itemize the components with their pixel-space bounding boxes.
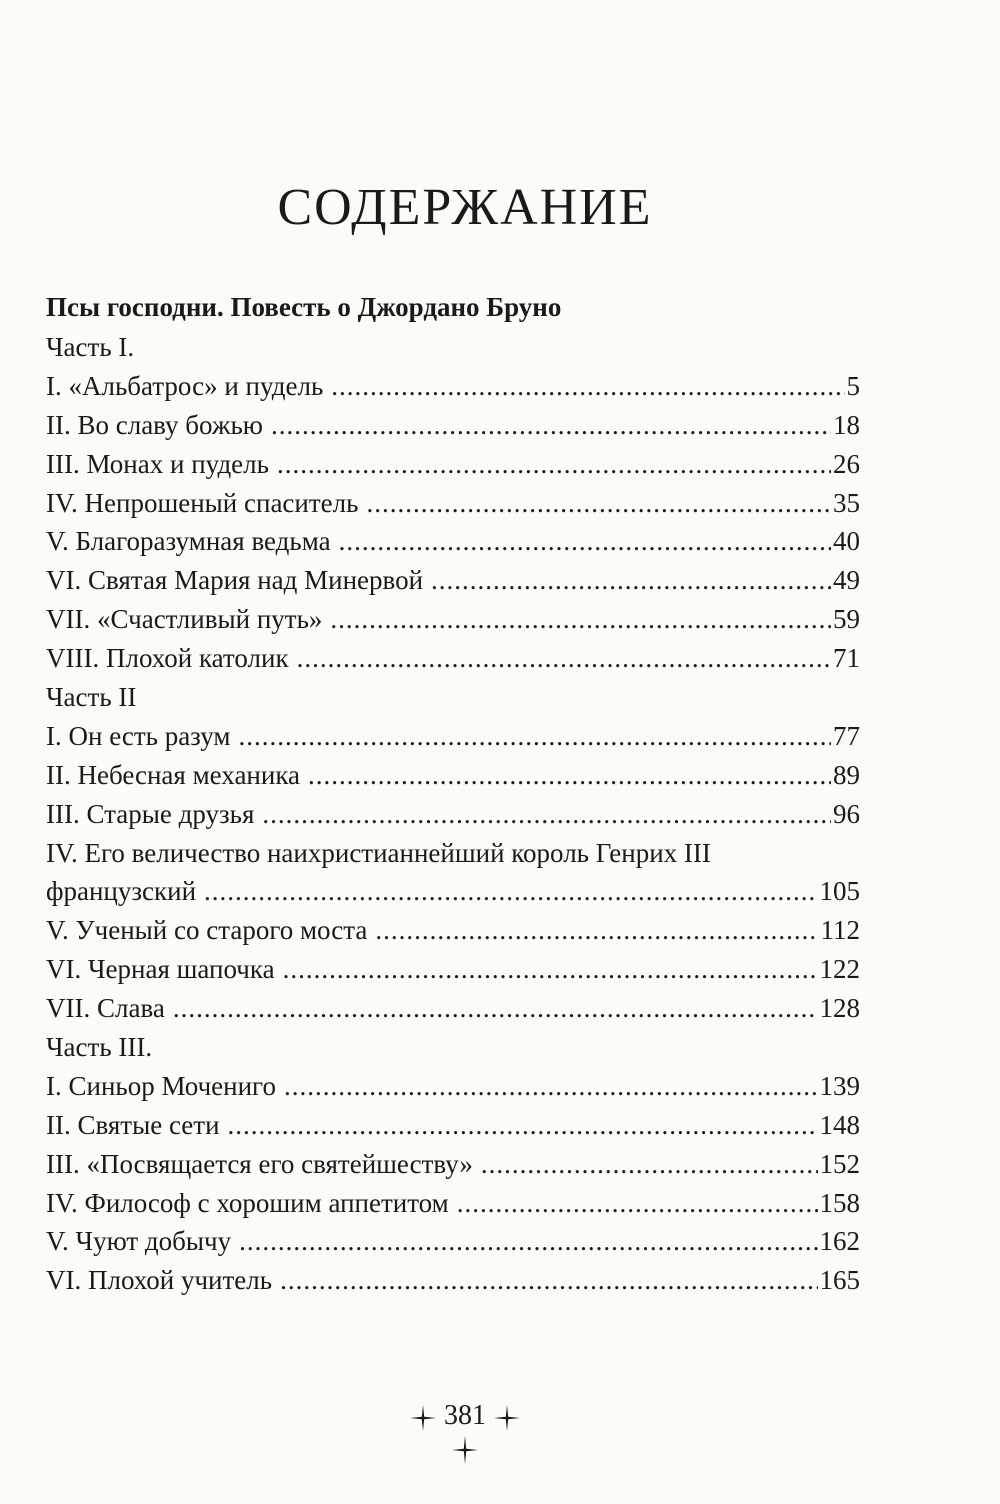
toc-entry bbox=[46, 911, 860, 950]
dot-leader bbox=[457, 1184, 818, 1223]
dot-leader bbox=[375, 911, 818, 950]
toc-entry bbox=[46, 1222, 860, 1261]
dot-leader bbox=[481, 1145, 818, 1184]
book-title: Псы господни. Повесть о Джордано Бруно bbox=[46, 292, 562, 322]
dot-leader bbox=[297, 639, 831, 678]
four-point-star-icon bbox=[410, 1405, 436, 1431]
dot-leader bbox=[331, 367, 844, 406]
dot-leader bbox=[262, 795, 831, 834]
toc-page-number: 96 bbox=[833, 798, 860, 829]
dot-leader bbox=[330, 600, 831, 639]
toc-page-number: 139 bbox=[819, 1070, 860, 1101]
toc-page-number: 162 bbox=[819, 1226, 860, 1257]
dot-leader bbox=[339, 522, 831, 561]
toc-entry bbox=[46, 1261, 860, 1300]
toc-page-number: 71 bbox=[833, 643, 860, 674]
toc-entry-title: III. Старые друзья bbox=[46, 798, 255, 829]
toc-entry bbox=[46, 561, 860, 600]
dot-leader bbox=[228, 1106, 818, 1145]
dot-leader bbox=[366, 484, 831, 523]
toc-entry-title: Часть II bbox=[46, 682, 137, 713]
toc-entry-title: VIII. Плохой католик bbox=[46, 643, 289, 674]
dot-leader bbox=[277, 445, 831, 484]
toc-page-number: 128 bbox=[819, 993, 860, 1024]
toc-entry-title: VII. «Счастливый путь» bbox=[46, 604, 323, 635]
toc-entry-title: I. Он есть разум bbox=[46, 720, 231, 751]
toc-entry-title: III. Монах и пудель bbox=[46, 448, 269, 479]
toc-entry bbox=[46, 872, 860, 911]
four-point-star-icon bbox=[452, 1436, 478, 1464]
toc-entry-title: II. Святые сети bbox=[46, 1109, 220, 1140]
toc-entry-title: французский bbox=[46, 876, 197, 907]
toc-page-number: 35 bbox=[833, 487, 860, 518]
toc-entry bbox=[46, 1184, 860, 1223]
toc-page-number: 89 bbox=[833, 759, 860, 790]
toc-page-number: 122 bbox=[819, 954, 860, 985]
toc-entry-title: II. Во славу божью bbox=[46, 409, 263, 440]
toc-entry-title: VI. Черная шапочка bbox=[46, 954, 275, 985]
toc-entry-title: I. Синьор Мочениго bbox=[46, 1070, 276, 1101]
toc-page-number: 59 bbox=[833, 604, 860, 635]
dot-leader bbox=[431, 561, 831, 600]
toc-entry bbox=[46, 950, 860, 989]
four-point-star-icon bbox=[494, 1405, 520, 1431]
toc-entry bbox=[46, 1067, 860, 1106]
toc-page-number: 40 bbox=[833, 526, 860, 557]
toc-entry bbox=[46, 484, 860, 523]
toc-part-heading bbox=[46, 1028, 860, 1067]
toc-entry-title: Часть III. bbox=[46, 1032, 153, 1063]
toc-page-number: 5 bbox=[846, 370, 860, 401]
table-of-contents bbox=[46, 328, 860, 1300]
toc-entry-title: IV. Непрошеный спаситель bbox=[46, 487, 359, 518]
toc-entry-title: IV. Его величество наихристианнейший король Генрих III bbox=[46, 837, 711, 868]
dot-leader bbox=[239, 717, 831, 756]
dot-leader bbox=[271, 406, 831, 445]
page-footer bbox=[0, 1398, 930, 1434]
toc-part-heading bbox=[46, 834, 860, 873]
dot-leader bbox=[308, 756, 831, 795]
toc-page-number: 158 bbox=[819, 1187, 860, 1218]
toc-entry bbox=[46, 717, 860, 756]
toc-entry-title: V. Чуют добычу bbox=[46, 1226, 232, 1257]
toc-entry bbox=[46, 367, 860, 406]
toc-page-number: 49 bbox=[833, 565, 860, 596]
toc-entry bbox=[46, 1145, 860, 1184]
toc-entry bbox=[46, 600, 860, 639]
dot-leader bbox=[284, 1067, 818, 1106]
toc-entry bbox=[46, 1106, 860, 1145]
toc-entry bbox=[46, 756, 860, 795]
toc-entry bbox=[46, 522, 860, 561]
toc-page-number: 152 bbox=[819, 1148, 860, 1179]
dot-leader bbox=[173, 989, 818, 1028]
toc-entry-title: I. «Альбатрос» и пудель bbox=[46, 370, 324, 401]
toc-entry-title: VII. Слава bbox=[46, 993, 165, 1024]
toc-entry bbox=[46, 989, 860, 1028]
toc-entry-title: V. Ученый со старого моста bbox=[46, 915, 368, 946]
dot-leader bbox=[280, 1261, 817, 1300]
toc-entry bbox=[46, 639, 860, 678]
toc-part-heading bbox=[46, 678, 860, 717]
toc-page-number: 112 bbox=[820, 915, 860, 946]
toc-page-number: 26 bbox=[833, 448, 860, 479]
dot-leader bbox=[283, 950, 818, 989]
toc-entry-title: III. «Посвящается его святейшеству» bbox=[46, 1148, 473, 1179]
toc-page-number: 18 bbox=[833, 409, 860, 440]
toc-entry-title: VI. Святая Мария над Минервой bbox=[46, 565, 424, 596]
toc-entry bbox=[46, 406, 860, 445]
toc-entry-title: Часть I. bbox=[46, 332, 135, 362]
toc-entry-title: V. Благоразумная ведьма bbox=[46, 526, 331, 557]
toc-part-heading bbox=[46, 328, 860, 367]
page-title: СОДЕРЖАНИЕ bbox=[277, 179, 653, 236]
toc-page-number: 165 bbox=[819, 1265, 860, 1296]
toc-entry bbox=[46, 795, 860, 834]
toc-entry bbox=[46, 445, 860, 484]
toc-page-number: 148 bbox=[819, 1109, 860, 1140]
page-number: 381 bbox=[444, 1400, 486, 1431]
dot-leader bbox=[204, 872, 817, 911]
toc-entry-title: VI. Плохой учитель bbox=[46, 1265, 273, 1296]
toc-page-number: 77 bbox=[833, 720, 860, 751]
toc-entry-title: IV. Философ с хорошим аппетитом bbox=[46, 1187, 449, 1218]
dot-leader bbox=[239, 1222, 817, 1261]
toc-entry-title: II. Небесная механика bbox=[46, 759, 301, 790]
toc-page-number: 105 bbox=[819, 876, 860, 907]
